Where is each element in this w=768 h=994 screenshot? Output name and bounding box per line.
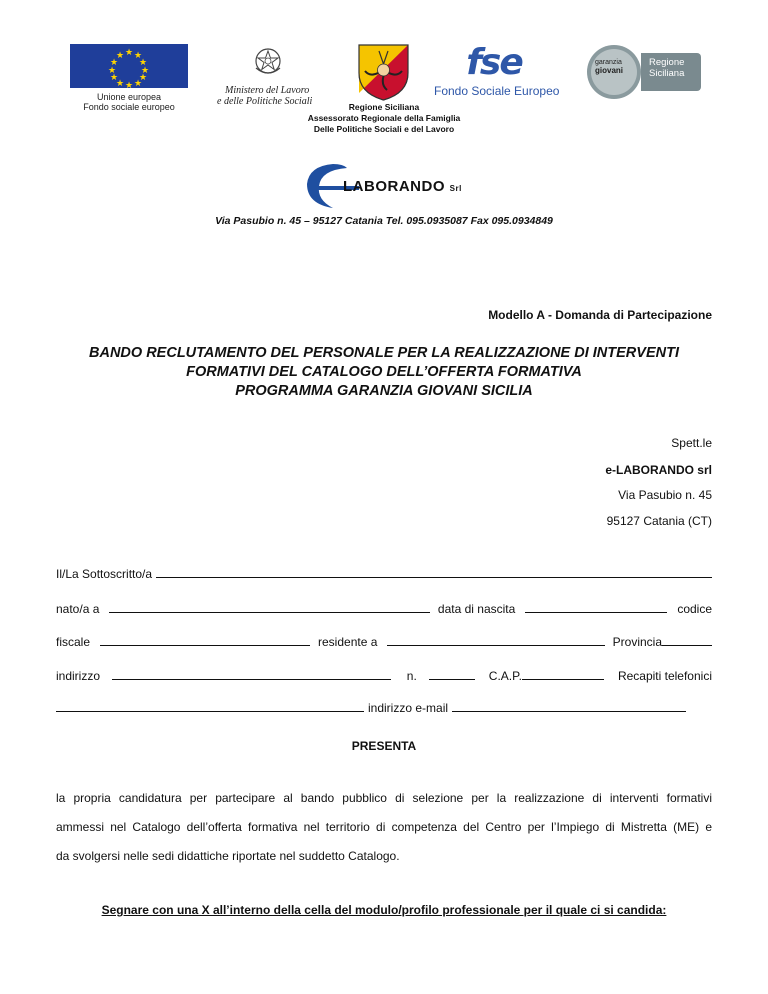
garanzia-line4: Siciliana	[649, 68, 685, 79]
fse-logo-text: Fondo Sociale Europeo	[434, 84, 560, 98]
elaborando-suffix: Srl	[449, 184, 462, 193]
form-row-name	[56, 566, 712, 581]
label-indirizzo: indirizzo	[56, 669, 101, 683]
trinacria-icon	[357, 43, 410, 101]
paragraph-line3: da svolgersi nelle sedi didattiche riportate nel suddetto Catalogo.	[56, 849, 400, 863]
name-field[interactable]	[156, 566, 712, 578]
label-email: indirizzo e-mail	[368, 701, 449, 715]
fse-logo	[434, 42, 560, 98]
candidacy-paragraph	[56, 784, 712, 871]
label-data-nascita: data di nascita	[437, 602, 516, 616]
recipient-company: e-LABORANDO srl	[605, 463, 712, 477]
italian-republic-emblem-icon	[251, 44, 285, 78]
email-field[interactable]	[452, 700, 686, 712]
paragraph-line2: ammessi nel Catalogo dell’offerta formativa nel territorio di competenza del Centro per l’Impiego di Mistretta (ME) e	[56, 820, 712, 834]
selection-instruction: Segnare con una X all’interno della cella del modulo/profilo professionale per il quale ci si candida:	[101, 903, 667, 917]
form-row-address	[56, 668, 712, 683]
garanzia-giovani-logo	[587, 43, 702, 101]
address-field[interactable]	[112, 668, 391, 680]
cap-field[interactable]	[522, 668, 604, 680]
eu-flag-icon: ★ ★ ★ ★ ★ ★ ★ ★ ★ ★ ★ ★	[70, 44, 188, 88]
region-heading	[234, 102, 534, 135]
eu-logo	[70, 44, 188, 112]
region-line2: Assessorato Regionale della Famiglia	[307, 113, 461, 123]
ministry-line1: Ministero del Lavoro	[225, 85, 310, 96]
form-row-fiscal	[56, 634, 712, 649]
form-row-contacts	[56, 700, 686, 715]
region-line1: Regione Siciliana	[348, 102, 420, 112]
recipient-street: Via Pasubio n. 45	[618, 488, 712, 502]
phone-field[interactable]	[56, 700, 364, 712]
paragraph-line1: la propria candidatura per partecipare al bando pubblico di selezione per la realizzazione di interventi formativi	[56, 791, 712, 805]
label-residente: residente a	[318, 635, 378, 649]
residence-field[interactable]	[387, 634, 604, 646]
street-number-field[interactable]	[429, 668, 475, 680]
form-model-label: Modello A - Domanda di Partecipazione	[488, 308, 712, 322]
fse-mark: fse	[466, 42, 522, 83]
birthplace-field[interactable]	[109, 601, 430, 613]
page-title	[60, 344, 708, 401]
recipient-salutation: Spett.le	[671, 436, 712, 450]
fiscal-code-field[interactable]	[100, 634, 310, 646]
garanzia-line2: giovani	[595, 66, 624, 75]
ministry-line2: e delle Politiche Sociali	[217, 96, 313, 107]
recipient-city: 95127 Catania (CT)	[606, 514, 712, 528]
title-line3: PROGRAMMA GARANZIA GIOVANI SICILIA	[235, 383, 533, 399]
elaborando-text: LABORANDO	[343, 178, 445, 195]
ministry-logo	[213, 44, 323, 107]
region-line3: Delle Politiche Sociali e del Lavoro	[313, 124, 455, 134]
garanzia-line1: garanzia	[595, 59, 622, 66]
label-provincia: Provincia	[612, 635, 662, 649]
garanzia-line3: Regione	[649, 57, 685, 68]
title-line2: FORMATIVI DEL CATALOGO DELL’OFFERTA FORMATIVA	[186, 364, 582, 380]
company-address: Via Pasubio n. 45 – 95127 Catania Tel. 095.0935087 Fax 095.0934849	[215, 215, 553, 227]
label-nato: nato/a a	[56, 602, 100, 616]
label-recapiti: Recapiti telefonici	[617, 669, 712, 683]
birthdate-field[interactable]	[525, 601, 667, 613]
form-row-birth	[56, 601, 712, 616]
label-cap: C.A.P.	[488, 669, 522, 683]
title-line1: BANDO RECLUTAMENTO DEL PERSONALE PER LA REALIZZAZIONE DI INTERVENTI	[89, 345, 679, 361]
eu-logo-line2: Fondo sociale europeo	[83, 102, 175, 112]
province-field[interactable]	[662, 634, 712, 646]
section-heading-presenta: PRESENTA	[351, 739, 417, 753]
label-fiscale: fiscale	[56, 635, 91, 649]
label-sottoscritto: Il/La Sottoscritto/a	[56, 567, 153, 581]
label-numero: n.	[406, 669, 417, 683]
label-codice: codice	[677, 602, 712, 616]
elaborando-logo	[303, 160, 473, 212]
eu-logo-line1: Unione europea	[96, 92, 162, 102]
